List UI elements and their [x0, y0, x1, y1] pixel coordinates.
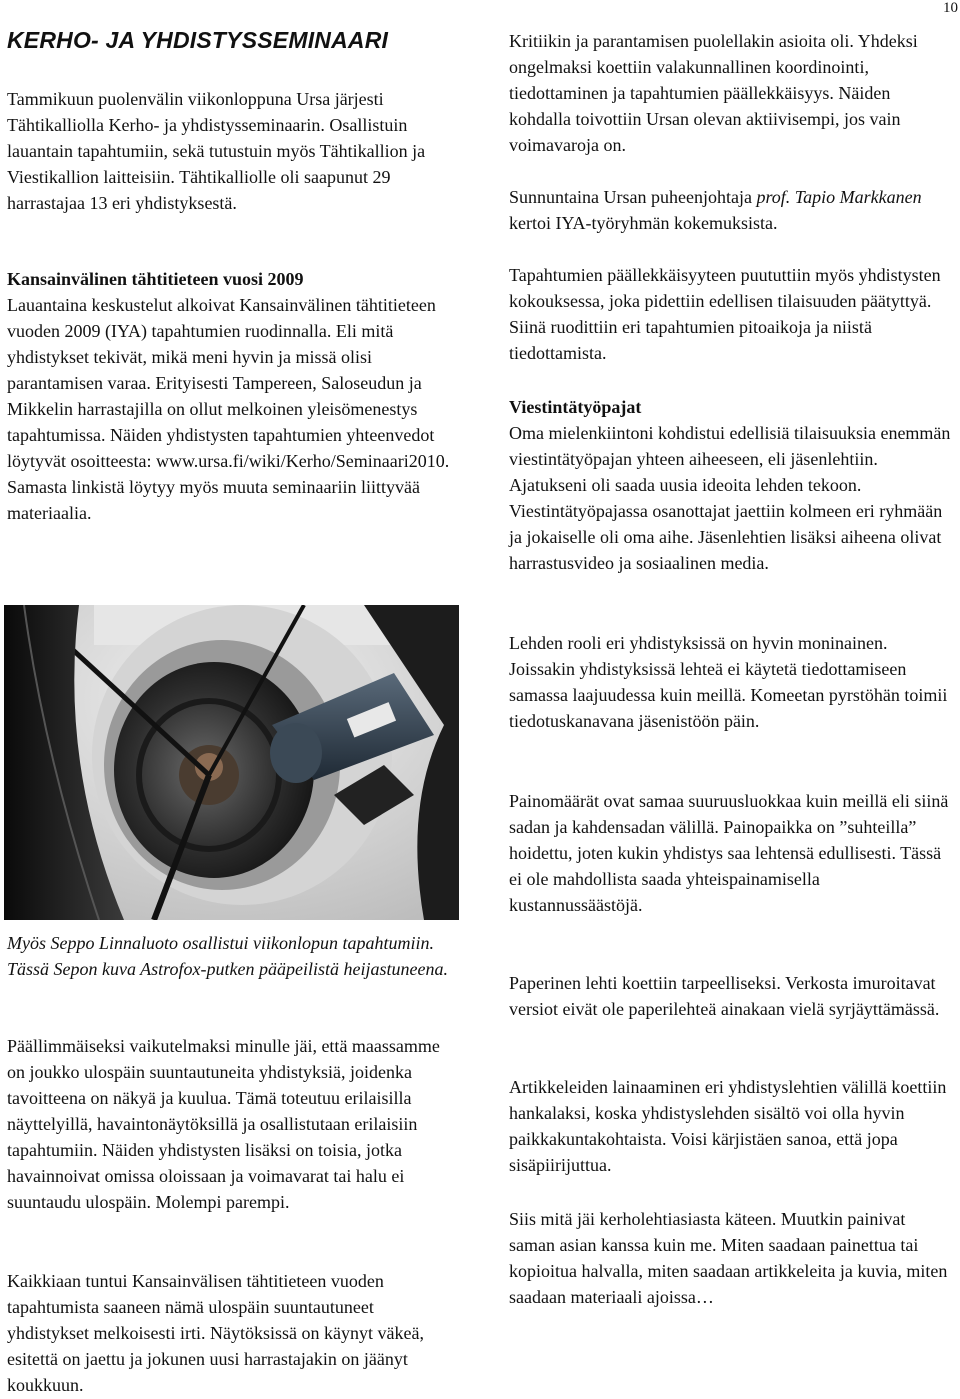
- intro-paragraph: Tammikuun puolenvälin viikonloppuna Ursa järjesti Tähtikalliolla Kerho- ja yhdistysseminaarin. Osallistuin lauantain tapahtumiin, sekä tutustuin myös Tähtikallion ja Viestikallion laitteisiin. Tähtikalliolle oli saapunut 29 harrastajaa 13 eri yhdistyksestä.: [7, 89, 426, 213]
- print-runs-paragraph: Painomäärät ovat samaa suuruusluokkaa kuin meillä eli siinä sadan ja kahdensadan välillä. Painopaikka on ”suhteilla” hoidettu, joten kukin yhdistys saa lehtensä edullisesti. Tässä ei ole mahdollista saada yhteispainamisella kustannussäästöjä.: [509, 791, 949, 915]
- iya-section-title: Kansainvälinen tähtitieteen vuosi 2009: [7, 269, 304, 289]
- workshop-section: [509, 394, 955, 576]
- speaker-name: prof. Tapio Markkanen: [756, 187, 922, 207]
- conclusion-paragraph: Siis mitä jäi kerholehtiasiasta käteen. Muutkin painivat saman asian kanssa kuin me. Miten saadaan painettua tai kopioitua halvalla, miten saadaan artikkeleita ja kuvia, miten saadaan materiaali ajoissa…: [509, 1209, 948, 1307]
- paper-magazine-paragraph: Paperinen lehti koettiin tarpeelliseksi. Verkosta imuroitavat versiot eivät ole paperilehteä ainakaan vielä syrjäyttämässä.: [509, 973, 940, 1019]
- summary-paragraph: Kaikkiaan tuntui Kansainvälisen tähtitieteen vuoden tapahtumista saaneen nämä ulospäin suuntautuneet yhdistykset melkoisesti irti. Näytöksissä on käynyt väkeä, esitettä on jaettu ja jokunen uusi harrastajakin on jäänyt koukkuun.: [7, 1271, 424, 1395]
- impressions-paragraph: Päällimmäiseksi vaikutelmaksi minulle jäi, että maassamme on joukko ulospäin suuntautuneita yhdistyksiä, joidenka tavoitteena on näkyä ja kuulua. Tämä toteutuu erilaisilla näyttelyillä, havaintonäytöksillä ja osallistutaan erilaisiin tapahtumiin. Näiden yhdistysten lisäksi on toisia, jotka havainnoivat omissa oloissaan ja voimavarat tai halu ei suuntaudu ulospäin. Molempi parempi.: [7, 1036, 440, 1212]
- article-heading: KERHO- JA YHDISTYSSEMINAARI: [7, 27, 389, 53]
- article-sharing-paragraph: Artikkeleiden lainaaminen eri yhdistyslehtien välillä koettiin hankalaksi, koska yhdistyslehden sisältö voi olla hyvin paikkakuntakohtaista. Voisi kärjistäen sanoa, että jopa sisäpiirijuttua.: [509, 1077, 947, 1175]
- sunday-text-end: kertoi IYA-työryhmän kokemuksista.: [509, 213, 778, 233]
- magazine-role-paragraph: Lehden rooli eri yhdistyksissä on hyvin moninainen. Joissakin yhdistyksissä lehteä ei käytetä tiedottamiseen samassa laajuudessa kuin meillä. Komeetan pyrstöhän toimii tiedotuskanavana jäsenistöön päin.: [509, 633, 948, 731]
- workshop-section-title: Viestintätyöpajat: [509, 397, 642, 417]
- workshop-section-body: Oma mielenkiintoni kohdistui edellisiä tilaisuuksia enemmän viestintätyöpajan yhteen aiheeseen, eli jäsenlehtiin. Ajatukseni oli saada uusia ideoita lehden tekoon. Viestintätyöpajassa osanottajat jaettiin kolmeen eri ryhmään ja jokaiselle oli oma aihe. Jäsenlehtien lisäksi aiheena olivat harrastusvideo ja sosiaalinen media.: [509, 423, 951, 573]
- iya-section-body: Lauantaina keskustelut alkoivat Kansainvälinen tähtitieteen vuoden 2009 (IYA) tapahtumien ruodinnalla. Eli mitä yhdistykset tekivät, mikä meni hyvin ja missä olisi parantamisen varaa. Erityisesti Tampereen, Saloseudun ja Mikkelin harrastajilla on ollut melkoinen yleisömenestys tapahtumissa. Näiden yhdistysten tapahtumien yhteenvedot löytyvät osoitteesta: www.ursa.fi/wiki/Kerho/Seminaari2010. Samasta linkistä löytyy myös muuta seminaariin liittyvää materiaalia.: [7, 295, 450, 523]
- sunday-text-start: Sunnuntaina Ursan puheenjohtaja: [509, 187, 757, 207]
- telescope-mirror-photo: [4, 605, 459, 920]
- page-number: 10: [943, 0, 958, 16]
- overlap-paragraph: Tapahtumien päällekkäisyyteen puututtiin myös yhdistysten kokouksessa, joka pidettiin edellisen tilaisuuden päätyttyä. Siinä ruodittiin eri tapahtumien pitoaikoja ja niistä tiedottamista.: [509, 265, 941, 363]
- photo-caption: Myös Seppo Linnaluoto osallistui viikonlopun tapahtumiin. Tässä Sepon kuva Astrofox-putken pääpeilistä heijastuneena.: [7, 933, 448, 979]
- sunday-paragraph: [509, 184, 955, 236]
- criticism-paragraph: Kritiikin ja parantamisen puolellakin asioita oli. Yhdeksi ongelmaksi koettiin valakunnallinen koordinointi, tiedottaminen ja tapahtumien päällekkäisyys. Näiden kohdalla toivottiin Ursan olevan aktiivisempi, jos vain voimavaroja on.: [509, 31, 918, 155]
- iya-section: [7, 266, 459, 526]
